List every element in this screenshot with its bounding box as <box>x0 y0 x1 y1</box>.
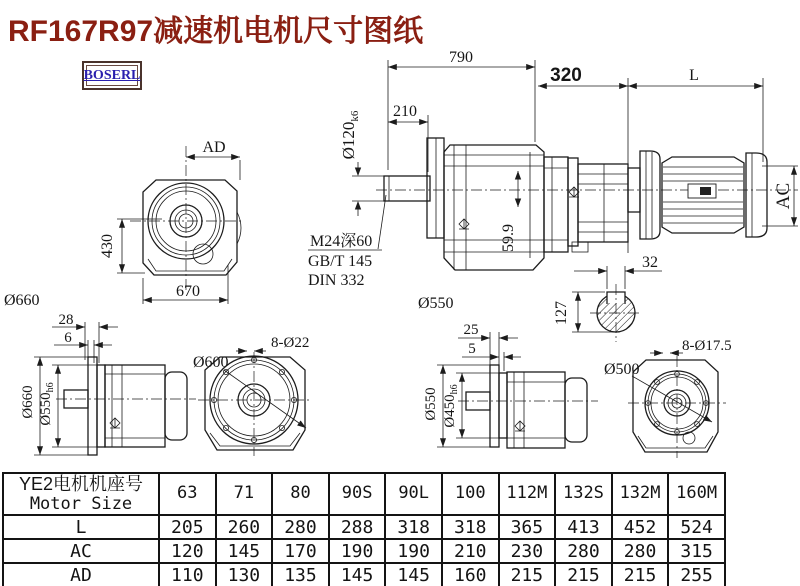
motor-size-table <box>2 472 726 586</box>
key-section-view <box>553 254 662 342</box>
motor <box>640 151 767 239</box>
table-row <box>3 563 725 586</box>
table-cell: 260 <box>216 515 273 539</box>
table-cell: 318 <box>442 515 499 539</box>
table-cell: 145 <box>216 539 273 563</box>
table-cell: 524 <box>668 515 725 539</box>
dim-660: Ø660 <box>20 385 36 419</box>
dim-450h6-fit: h6 <box>449 384 460 395</box>
table-cell: 135 <box>272 563 329 586</box>
table-cell: 315 <box>668 539 725 563</box>
shaft-dia-dim <box>339 110 384 216</box>
table-cell: 215 <box>555 563 612 586</box>
column-header: 132M <box>612 473 669 515</box>
svg-text:Ø450h6 <box>442 384 460 427</box>
dim-6: 6 <box>64 330 72 346</box>
table-row <box>3 515 725 539</box>
brand-logo-text: BOSERL <box>83 67 141 83</box>
page-title: RF167R97减速机电机尺寸图纸 <box>8 15 424 48</box>
column-header: 100 <box>442 473 499 515</box>
dim-550h6-fit: h6 <box>45 382 56 393</box>
svg-text:59.9: 59.9 <box>500 224 517 252</box>
view-a-caption: Ø660 <box>4 292 40 309</box>
table-cell: 190 <box>385 539 442 563</box>
svg-text:Ø120k6 <box>339 110 361 159</box>
dim-790: 790 <box>449 49 473 66</box>
table-cell: 255 <box>668 563 725 586</box>
table-cell: 145 <box>385 563 442 586</box>
dim-8-17-5: 8-Ø17.5 <box>682 338 732 354</box>
dim-500: Ø500 <box>604 361 640 378</box>
view-c-caption: Ø550 <box>418 295 454 312</box>
column-header: 90S <box>329 473 386 515</box>
tap-note <box>308 195 386 289</box>
table-cell: 160 <box>442 563 499 586</box>
dim-670: 670 <box>176 283 200 300</box>
table-cell: 215 <box>612 563 669 586</box>
tap-size: M24深60 <box>310 233 373 250</box>
flange-side-view-550 <box>418 295 598 448</box>
column-header: 71 <box>216 473 273 515</box>
table-cell: 280 <box>555 539 612 563</box>
motor-adapter <box>568 158 640 252</box>
table-cell: 280 <box>272 515 329 539</box>
table-cell: 205 <box>159 515 216 539</box>
dim-25: 25 <box>463 322 479 338</box>
table-cell: 170 <box>272 539 329 563</box>
column-header: 132S <box>555 473 612 515</box>
column-header: 112M <box>499 473 556 515</box>
column-header: 90L <box>385 473 442 515</box>
gearbox-body <box>427 138 568 270</box>
flange-front-view-600 <box>193 335 312 456</box>
dim-550: Ø550 <box>423 387 439 421</box>
table-cell: 120 <box>159 539 216 563</box>
dim-8-22: 8-Ø22 <box>271 335 310 351</box>
dim-shaft-fit: k6 <box>349 110 361 122</box>
dim-5: 5 <box>468 341 476 357</box>
table-cell: 413 <box>555 515 612 539</box>
table-header-row <box>3 473 725 515</box>
table-cell: 365 <box>499 515 556 539</box>
column-header: 160M <box>668 473 725 515</box>
table-cell: 452 <box>612 515 669 539</box>
output-shaft <box>384 176 430 201</box>
flange-side-view-660 <box>4 292 196 455</box>
table-cell: 145 <box>329 563 386 586</box>
dim-127: 127 <box>553 301 570 325</box>
table-cell: 110 <box>159 563 216 586</box>
dim-L: L <box>689 67 699 84</box>
table-cell: 230 <box>499 539 556 563</box>
row-label: AD <box>3 563 159 586</box>
table-cell: 190 <box>329 539 386 563</box>
motor-nameplate-label <box>700 187 711 195</box>
dim-210: 210 <box>393 103 417 120</box>
header-en: Motor Size <box>29 493 133 514</box>
svg-text:AC: AC <box>773 182 794 210</box>
row-label: L <box>3 515 159 539</box>
dim-28: 28 <box>58 312 74 328</box>
row-label: AC <box>3 539 159 563</box>
dim-320: 320 <box>550 65 582 86</box>
column-header: 80 <box>272 473 329 515</box>
flange-front-view-500 <box>604 338 732 458</box>
dim-32: 32 <box>642 254 658 271</box>
dim-550h6: Ø550 <box>38 392 54 426</box>
svg-text:Ø550h6 <box>38 382 56 425</box>
dim-ad: AD <box>202 139 226 156</box>
front-view <box>99 139 242 304</box>
table-cell: 215 <box>499 563 556 586</box>
table-cell: 210 <box>442 539 499 563</box>
table-corner-header <box>3 473 159 515</box>
main-side-view <box>308 49 798 289</box>
dim-450h6: Ø450 <box>442 394 458 428</box>
table-cell: 318 <box>385 515 442 539</box>
table-row <box>3 539 725 563</box>
table-cell: 280 <box>612 539 669 563</box>
table-cell: 288 <box>329 515 386 539</box>
header-cn: YE2电机机座号 <box>18 474 144 494</box>
column-header: 63 <box>159 473 216 515</box>
tap-std-1: GB/T 145 <box>308 253 373 270</box>
dim-shaft-dia: Ø120 <box>339 121 358 160</box>
dim-430: 430 <box>99 234 116 258</box>
dim-600: Ø600 <box>193 354 229 371</box>
table-cell: 130 <box>216 563 273 586</box>
tap-std-2: DIN 332 <box>308 272 365 289</box>
